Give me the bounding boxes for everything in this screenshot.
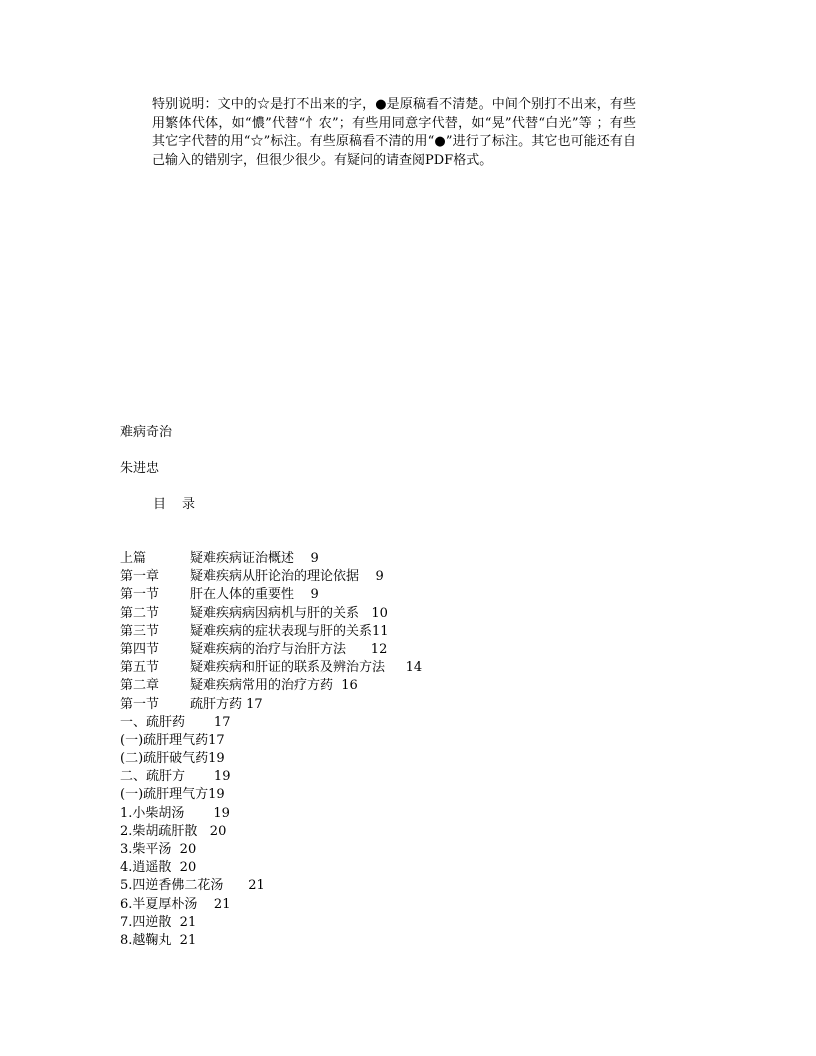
toc-entry-label: 第三节 [120,623,160,639]
toc-entry[interactable] [120,768,680,786]
toc-entry-label: 一、疏肝药 17 [120,714,231,730]
toc-entry[interactable] [120,696,680,714]
toc-entry[interactable] [120,859,680,877]
toc-entry-label: 第二章 [120,678,160,694]
toc-entry-label: 2.柴胡疏肝散 20 [120,823,227,839]
book-title: 难病奇治 [120,425,173,440]
toc-entry-label: 8.越鞠丸 21 [120,932,197,948]
toc-entry-title: 疑难疾病和肝证的联系及辨治方法 14 [190,660,423,676]
toc-entry[interactable] [120,586,680,604]
toc-entry-label: 第一节 [120,696,160,712]
toc-heading-char-1: 目 [153,497,167,512]
toc-entry-label: 第一章 [120,569,160,585]
toc-entry[interactable] [120,568,680,586]
toc-entry[interactable] [120,786,680,804]
toc-entry[interactable] [120,914,680,932]
toc-entry-label: 7.四逆散 21 [120,914,197,930]
toc-entry-title: 疑难疾病病因病机与肝的关系 10 [190,605,388,621]
toc-entry[interactable] [120,841,680,859]
toc-entry-title: 疑难疾病从肝论治的理论依据 9 [190,569,384,585]
toc-entry-label: 上篇 [120,551,147,566]
toc-entry-label: (二)疏肝破气药19 [120,751,225,767]
toc-entry[interactable] [120,732,680,750]
toc-entry[interactable] [120,932,680,950]
toc-entry-label: 1.小柴胡汤 19 [120,805,230,821]
book-author: 朱进忠 [120,461,160,476]
toc-entry[interactable] [120,805,680,823]
transcription-note [152,96,636,170]
toc-heading-char-2: 录 [182,497,196,512]
toc-entry-title: 肝在人体的重要性 9 [190,587,319,603]
toc-entry-label: 4.逍遥散 20 [120,860,197,876]
toc-entry[interactable] [120,896,680,914]
toc-entry-label: (一)疏肝理气方19 [120,787,225,803]
transcription-note-text: 特别说明：文中的☆是打不出来的字，●是原稿看不清楚。中间个别打不出来，有些用繁体代体，如“憹”代替“忄农”；有些用同意字代替，如“晃”代替“白光”等 ；有些其它字代替的用“☆”标注。有些原稿看不清的用“●”进行了标注。其它也可能还有自己输入的错别字，但很少很少。有疑问的请查阅PDF格式。 [152,97,636,168]
toc-heading [153,496,195,514]
toc-entry-title: 疑难疾病的治疗与治肝方法 12 [190,641,388,657]
toc-entry[interactable] [120,823,680,841]
toc-entry-label: 6.半夏厚朴汤 21 [120,896,231,912]
toc-entry-label: 5.四逆香佛二花汤 21 [120,878,265,894]
toc-entry-title: 疑难疾病常用的治疗方药 16 [190,678,358,694]
toc-entry[interactable] [120,605,680,623]
toc-entry[interactable] [120,750,680,768]
toc-entry[interactable] [120,550,680,568]
toc-entry[interactable] [120,877,680,895]
toc-entry-label: 第四节 [120,641,160,657]
table-of-contents [120,550,680,950]
toc-entry-label: 第五节 [120,660,160,676]
toc-entry-title: 疑难疾病证治概述 9 [190,551,319,566]
toc-entry-label: (一)疏肝理气药17 [120,732,225,748]
toc-entry-label: 二、疏肝方 19 [120,769,231,785]
toc-entry[interactable] [120,677,680,695]
toc-entry-label: 第二节 [120,605,160,621]
toc-entry-title: 疏肝方药 17 [190,696,263,712]
toc-entry[interactable] [120,714,680,732]
toc-entry[interactable] [120,623,680,641]
toc-entry[interactable] [120,659,680,677]
toc-entry-label: 第一节 [120,587,160,603]
toc-entry-title: 疑难疾病的症状表现与肝的关系11 [190,623,389,639]
toc-entry-label: 3.柴平汤 20 [120,842,197,857]
toc-entry[interactable] [120,641,680,659]
